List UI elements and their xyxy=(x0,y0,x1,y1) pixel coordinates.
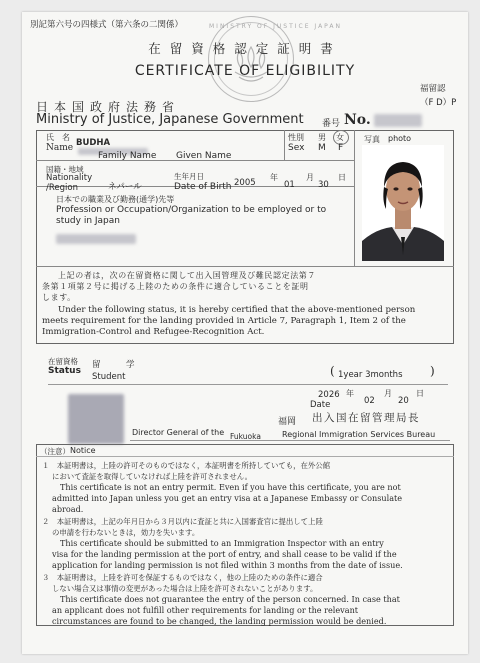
notice1-en-line1: This certificate is not an entry permit. Even if you have this certificate, you are not xyxy=(60,482,401,492)
sex-female-en: F xyxy=(338,143,344,153)
redacted-stamp xyxy=(68,394,124,444)
notice3-en-line2: an applicant does not fulfill other requirements for landing or the relevant xyxy=(52,605,359,615)
redacted-number xyxy=(374,114,422,127)
dob-month: 01 xyxy=(284,180,295,190)
sex-female-jp: 女 xyxy=(336,133,344,142)
notice3-en-line1: This certificate does not guarantee the entry of the person concerned. In case that xyxy=(60,594,400,604)
title-japanese: 在留資格認定証明書 xyxy=(148,41,342,56)
notice2-en-line1: This certificate should be submitted to an Immigration Inspector with an entry xyxy=(60,538,384,548)
director-label-en: Director General of the xyxy=(132,428,225,437)
occupation-label-jp: 日本での職業及び勤務(通学)先等 xyxy=(56,195,175,204)
notice-label-en: Notice xyxy=(70,446,96,455)
certify-jp-line2: 条第１項第２号に掲げる上陸のための条件に適合していることを証明 xyxy=(42,282,309,291)
notice-header-divider xyxy=(36,456,454,457)
given-name-label: Given Name xyxy=(176,151,232,161)
notice2-jp-line2: の申請を行わないときは，効力を失います。 xyxy=(52,528,200,537)
office-code-line1: 福留認 xyxy=(420,84,446,94)
title-english: CERTIFICATE OF ELIGIBILITY xyxy=(134,63,356,79)
period-close-paren: ) xyxy=(430,364,435,378)
bureau-city-en: Fukuoka xyxy=(230,432,261,441)
date-label-en: Date xyxy=(310,400,331,410)
notice-label-jp: （注意） xyxy=(40,447,70,456)
family-name-label: Family Name xyxy=(98,151,157,161)
photo-label-jp: 写真 xyxy=(364,135,380,144)
region-label-en: /Region xyxy=(46,183,78,193)
redacted-occupation xyxy=(56,234,136,244)
applicant-photo xyxy=(362,145,444,261)
sex-male-en: M xyxy=(318,143,326,153)
number-label-en: No. xyxy=(344,112,371,128)
status-label-en: Status xyxy=(48,366,81,376)
nationality-value: ネパール xyxy=(108,182,142,192)
notice1-en-line3: abroad. xyxy=(52,504,84,514)
certify-en-line1: Under the following status, it is hereby certified that the above-mentioned person xyxy=(58,305,416,315)
bureau-city-jp: 福岡 xyxy=(278,417,297,427)
certify-en-line3: Immigration-Control and Refugee-Recognition Act. xyxy=(42,327,265,337)
form-number: 別記第六号の四様式（第六条の二関係） xyxy=(30,20,184,30)
issue-year-jp: 年 xyxy=(346,389,354,398)
divider-certify xyxy=(36,266,454,267)
dob-day: 30 xyxy=(318,180,329,190)
certify-jp-line3: します。 xyxy=(42,293,76,302)
certify-jp-line1: 上記の者は，次の在留資格に関して出入国管理及び難民認定法第７ xyxy=(58,271,316,280)
notice3-jp-line2: しない場合又は事情の変更があった場合は上陸を許可されないことがあります。 xyxy=(52,584,318,593)
issue-day-jp: 日 xyxy=(416,389,424,398)
nationality-label-jp: 国籍・地域 xyxy=(46,165,84,174)
notice2-en-line3: application for landing permission is not filed within 3 months from the date of issue. xyxy=(52,560,403,570)
bureau-office-en: Regional Immigration Services Bureau xyxy=(282,430,436,439)
status-period: 1year 3months xyxy=(338,370,403,380)
seal-text: MINISTRY OF JUSTICE JAPAN xyxy=(209,23,343,30)
notice1-en-line2: admitted into Japan unless you get an entry visa at a Japanese Embassy or Consulate xyxy=(52,493,403,503)
dob-year: 2005 xyxy=(234,178,256,188)
office-code-line2: （F D）P xyxy=(420,98,457,108)
dob-day-jp: 日 xyxy=(338,173,346,182)
sex-label-jp: 性別 xyxy=(288,133,304,142)
notice3-en-line3: circumstances are found to be changed, the landing permission would be denied. xyxy=(52,616,387,626)
status-label-jp: 在留資格 xyxy=(48,357,78,366)
issue-day: 20 xyxy=(398,396,409,406)
ministry-english: Ministry of Justice, Japanese Government xyxy=(36,112,304,127)
dob-year-jp: 年 xyxy=(270,173,278,182)
occupation-label-en-line1: Profession or Occupation/Organization to be employed or to xyxy=(56,205,327,215)
notice2-jp-line1: ２ 本証明書は，上記の年月日から３月以内に査証と共に入国審査官に提出して上陸 xyxy=(42,517,323,526)
dob-month-jp: 月 xyxy=(306,173,314,182)
notice1-jp-line2: において査証を取得していなければ上陸を許可されません。 xyxy=(52,472,252,481)
bureau-office-jp: 出入国在留管理局長 xyxy=(312,412,420,424)
notice2-en-line2: visa for the landing permission at the port of entry, and shall cease to be valid if the xyxy=(52,549,397,559)
dob-label-jp: 生年月日 xyxy=(174,172,204,181)
number-label-jp: 番号 xyxy=(322,119,341,129)
person-photo-icon xyxy=(362,145,444,261)
nationality-label-en: Nationality xyxy=(46,173,93,183)
issue-year: 2026 xyxy=(318,390,340,400)
sex-male-jp: 男 xyxy=(318,133,326,142)
name-label-en: Name xyxy=(46,143,74,153)
ministry-japanese: 日本国政府法務省 xyxy=(36,100,181,114)
divider-photo xyxy=(354,130,355,266)
period-open-paren: ( xyxy=(330,364,335,378)
status-value-jp: 留 学 xyxy=(92,360,135,370)
name-label-jp: 氏 名 xyxy=(46,133,70,142)
family-name-value: BUDHA xyxy=(76,138,111,148)
divider-sex xyxy=(284,130,285,160)
certify-en-line2: meets requirement for the landing provided in Article 7, Paragraph 1, Item 2 of the xyxy=(42,316,406,326)
occupation-label-en-line2: study in Japan xyxy=(56,216,120,226)
issue-month: 02 xyxy=(364,396,375,406)
notice1-jp-line1: １ 本証明書は，上陸の許可そのものではなく，本証明書を所持していても，在外公館 xyxy=(42,461,331,470)
sex-label-en: Sex xyxy=(288,143,305,153)
notice3-jp-line1: ３ 本証明書は，上陸を許可を保証するものではなく，他の上陸のための条件に適合 xyxy=(42,573,323,582)
signature-line xyxy=(130,440,450,441)
dob-label-en: Date of Birth xyxy=(174,182,232,192)
certificate-page xyxy=(22,12,468,654)
status-value-en: Student xyxy=(92,372,126,382)
issue-month-jp: 月 xyxy=(384,389,392,398)
status-underline xyxy=(48,384,448,385)
photo-label-en: photo xyxy=(388,134,412,143)
